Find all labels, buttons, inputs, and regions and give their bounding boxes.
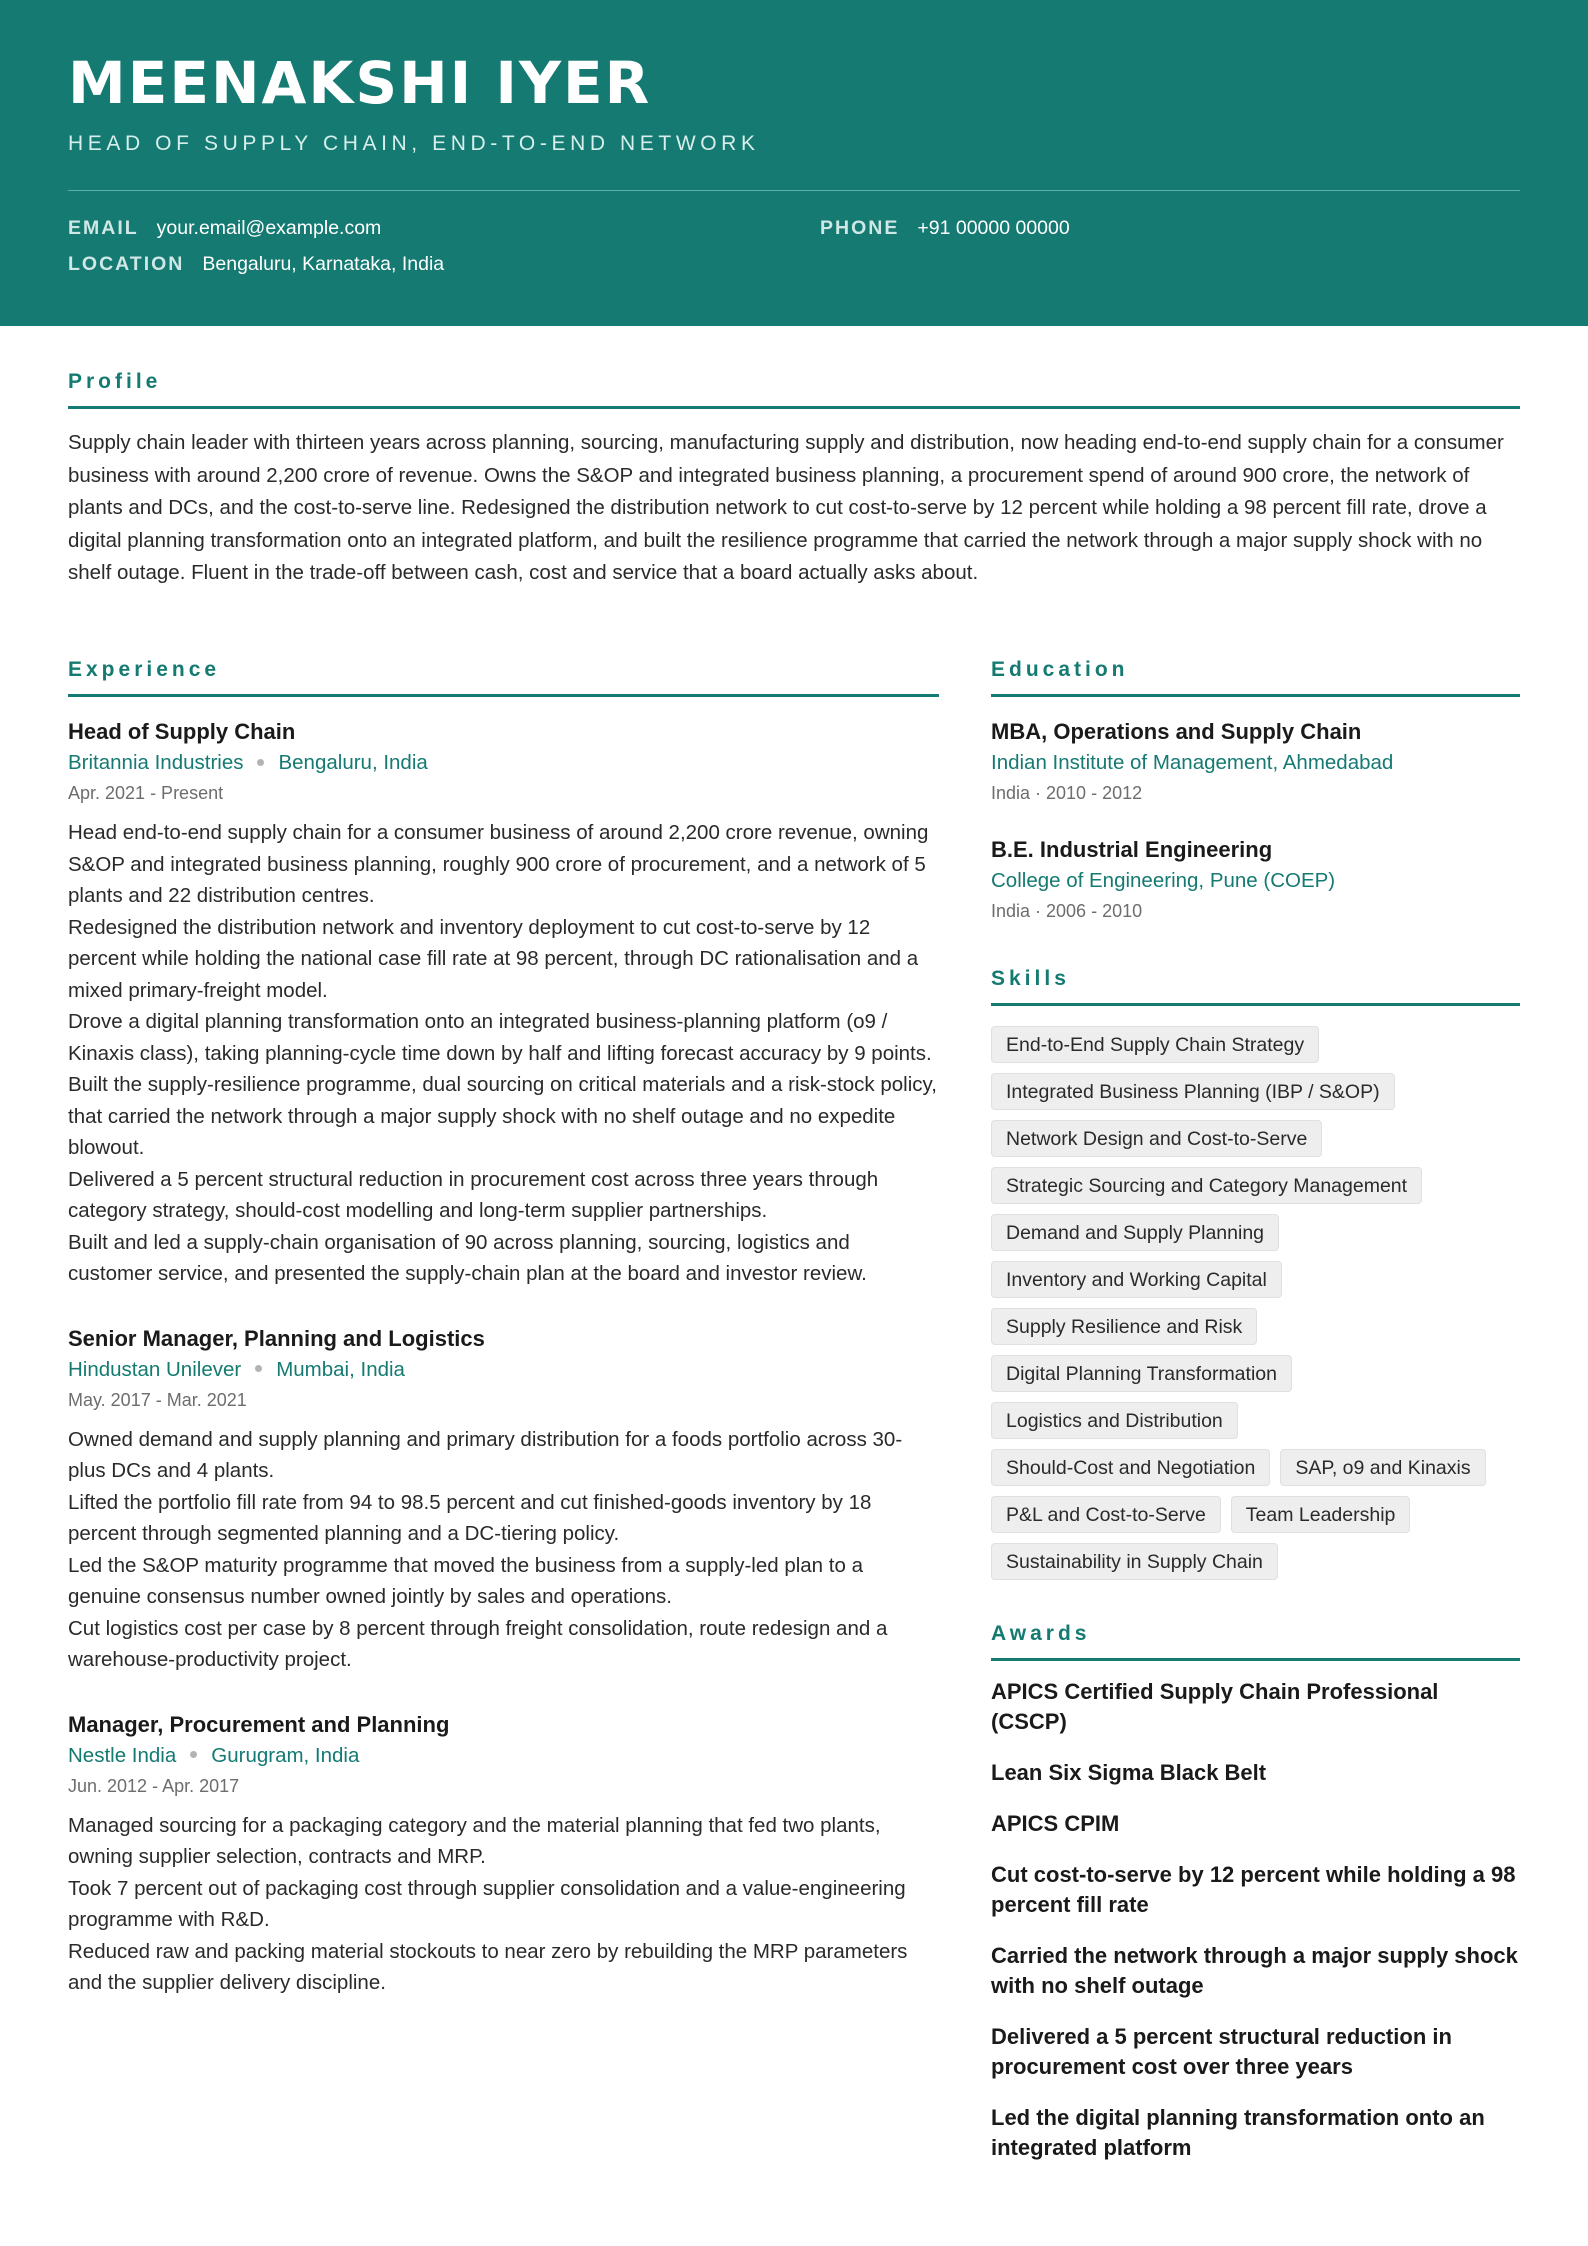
job-bullet: Built the supply-resilience programme, dual sourcing on critical materials and a risk-stock policy, that carried the network through a major supply shock with no shelf outage and no expedite blowout.	[68, 1073, 937, 1159]
experience-column	[68, 658, 939, 1999]
job-bullet: Managed sourcing for a packaging category and the material planning that fed two plants, owning supplier selection, contracts and MRP.	[68, 1813, 881, 1868]
job-bullets	[68, 1424, 939, 1676]
job-dates: Jun. 2012 - Apr. 2017	[68, 1775, 240, 1796]
skill-chip: Inventory and Working Capital	[991, 1261, 1282, 1298]
profile-heading: Profile	[68, 370, 162, 393]
skill-chip: Integrated Business Planning (IBP / S&OP)	[991, 1073, 1395, 1110]
job-bullet: Led the S&OP maturity programme that moved the business from a supply-led plan to a genuine consensus number owned jointly by sales and operations.	[68, 1553, 863, 1608]
skill-chip: Digital Planning Transformation	[991, 1355, 1292, 1392]
contact-info	[68, 217, 1520, 297]
candidate-headline: HEAD OF SUPPLY CHAIN, END-TO-END NETWORK	[68, 132, 760, 155]
job-company: Britannia Industries	[68, 751, 244, 774]
experience-heading: Experience	[68, 658, 221, 681]
profile-divider	[68, 406, 1520, 409]
job-bullet: Head end-to-end supply chain for a consumer business of around 2,200 crore revenue, owning S&OP and integrated business planning, roughly 900 crore of procurement, and a network of 5 plants and 22 distribution centres.	[68, 821, 929, 907]
award-item: APICS CPIM	[991, 1811, 1120, 1836]
skill-chip: Supply Resilience and Risk	[991, 1308, 1257, 1345]
job-dates: Apr. 2021 - Present	[68, 783, 224, 803]
skill-chip: SAP, o9 and Kinaxis	[1280, 1449, 1485, 1486]
skills-divider	[991, 1003, 1520, 1006]
skill-chip: Strategic Sourcing and Category Management	[991, 1167, 1422, 1204]
award-item: Cut cost-to-serve by 12 percent while holding a 98 percent fill rate	[991, 1862, 1516, 1917]
education-meta: India · 2006 - 2010	[991, 901, 1143, 921]
job-title: Head of Supply Chain	[68, 719, 296, 744]
location-value: Bengaluru, Karnataka, India	[202, 253, 445, 275]
education-school: Indian Institute of Management, Ahmedabad	[991, 751, 1394, 774]
job-entry	[68, 1710, 939, 1999]
skills-heading: Skills	[991, 967, 1070, 990]
email-label: EMAIL	[68, 217, 139, 239]
job-dates: May. 2017 - Mar. 2021	[68, 1389, 247, 1410]
location-label: LOCATION	[68, 253, 185, 275]
phone-value[interactable]: +91 00000 00000	[917, 217, 1070, 239]
job-bullets	[68, 817, 939, 1290]
skill-chip: Sustainability in Supply Chain	[991, 1543, 1278, 1580]
job-bullet: Drove a digital planning transformation onto an integrated business-planning platform (o9 / Kinaxis class), taking planning-cycle time down by half and lifting forecast accuracy by 9 points.	[68, 1010, 932, 1065]
job-bullet: Delivered a 5 percent structural reduction in procurement cost across three years through category strategy, should-cost modelling and long-term supplier partnerships.	[68, 1167, 879, 1222]
contact-email	[68, 217, 381, 240]
phone-label: PHONE	[820, 217, 900, 239]
separator-dot	[257, 759, 264, 766]
education-divider	[991, 694, 1520, 697]
job-company: Nestle India	[68, 1743, 177, 1767]
profile-summary: Supply chain leader with thirteen years across planning, sourcing, manufacturing supply and distribution, now heading end-to-end supply chain for a consumer business with around 2,200 crore of revenue. Owns the S&OP and integrated business planning, a procurement spend of around 900 crore, the network of plants and DCs, and the cost-to-serve line. Redesigned the distribution network to cut cost-to-serve by 12 percent while holding a 98 percent fill rate, drove a digital planning transformation onto an integrated platform, and built the resilience programme that carried the network through a major supply shock with no shelf outage. Fluent in the trade-off between cash, cost and service that a board actually asks about.	[68, 431, 1504, 584]
education-school: College of Engineering, Pune (COEP)	[991, 869, 1336, 892]
separator-dot	[190, 1751, 197, 1758]
job-bullet: Lifted the portfolio fill rate from 94 to 98.5 percent and cut finished-goods inventory by 18 percent through segmented planning and a DC-tiering policy.	[68, 1490, 872, 1545]
award-item: Delivered a 5 percent structural reduction in procurement cost over three years	[991, 2024, 1452, 2079]
job-meta	[68, 1354, 939, 1386]
skill-chip: End-to-End Supply Chain Strategy	[991, 1026, 1319, 1063]
awards-heading: Awards	[991, 1622, 1091, 1645]
email-value[interactable]: your.email@example.com	[156, 217, 382, 239]
job-title: Senior Manager, Planning and Logistics	[68, 1325, 485, 1351]
header-divider	[68, 190, 1520, 191]
skill-chip: Demand and Supply Planning	[991, 1214, 1279, 1251]
candidate-name: MEENAKSHI IYER	[68, 49, 652, 117]
contact-phone	[820, 217, 1070, 240]
education-degree: MBA, Operations and Supply Chain	[991, 719, 1362, 744]
job-company: Hindustan Unilever	[68, 1357, 242, 1381]
skill-chip: Logistics and Distribution	[991, 1402, 1238, 1439]
job-location: Gurugram, India	[211, 1743, 360, 1767]
separator-dot	[255, 1365, 262, 1372]
job-bullet: Cut logistics cost per case by 8 percent through freight consolidation, route redesign and a warehouse-productivity project.	[68, 1616, 888, 1671]
education-heading: Education	[991, 658, 1129, 681]
job-entry	[68, 1324, 939, 1676]
skill-chip: P&L and Cost-to-Serve	[991, 1496, 1221, 1533]
award-item: Carried the network through a major supply shock with no shelf outage	[991, 1943, 1518, 1998]
skill-chip: Team Leadership	[1231, 1496, 1411, 1533]
job-bullet: Redesigned the distribution network and inventory deployment to cut cost-to-serve by 12 percent while holding the national case fill rate at 98 percent, through DC rationalisation and a mixed primary-freight model.	[68, 915, 919, 1002]
job-meta	[68, 1740, 939, 1772]
job-bullet: Reduced raw and packing material stockouts to near zero by rebuilding the MRP parameters and the supplier delivery discipline.	[68, 1939, 908, 1994]
award-item: Led the digital planning transformation onto an integrated platform	[991, 2105, 1485, 2160]
job-bullet: Owned demand and supply planning and primary distribution for a foods portfolio across 30-plus DCs and 4 plants.	[68, 1427, 903, 1482]
skill-chip: Should-Cost and Negotiation	[991, 1449, 1270, 1486]
profile-section	[68, 370, 1520, 590]
awards-list	[991, 1677, 1520, 2163]
job-bullet: Built and led a supply-chain organisation of 90 across planning, sourcing, logistics and customer service, and presented the supply-chain plan at the board and investor review.	[68, 1230, 867, 1285]
job-title: Manager, Procurement and Planning	[68, 1711, 450, 1737]
job-bullets	[68, 1810, 939, 1999]
education-meta: India · 2010 - 2012	[991, 783, 1143, 803]
award-item: Lean Six Sigma Black Belt	[991, 1760, 1267, 1785]
job-entry	[68, 717, 939, 1290]
education-entry	[991, 717, 1520, 807]
resume-header	[0, 0, 1588, 326]
job-bullet: Took 7 percent out of packaging cost through supplier consolidation and a value-engineering programme with R&D.	[68, 1876, 906, 1931]
education-degree: B.E. Industrial Engineering	[991, 837, 1273, 862]
job-meta	[68, 747, 939, 779]
job-location: Bengaluru, India	[278, 751, 428, 774]
skill-chip: Network Design and Cost-to-Serve	[991, 1120, 1322, 1157]
skills-list	[991, 1026, 1520, 1580]
experience-divider	[68, 694, 939, 697]
awards-divider	[991, 1658, 1520, 1661]
education-entry	[991, 835, 1520, 925]
sidebar-column	[991, 658, 1520, 2163]
contact-location	[68, 253, 444, 276]
award-item: APICS Certified Supply Chain Professional (CSCP)	[991, 1679, 1439, 1734]
job-location: Mumbai, India	[276, 1357, 405, 1381]
